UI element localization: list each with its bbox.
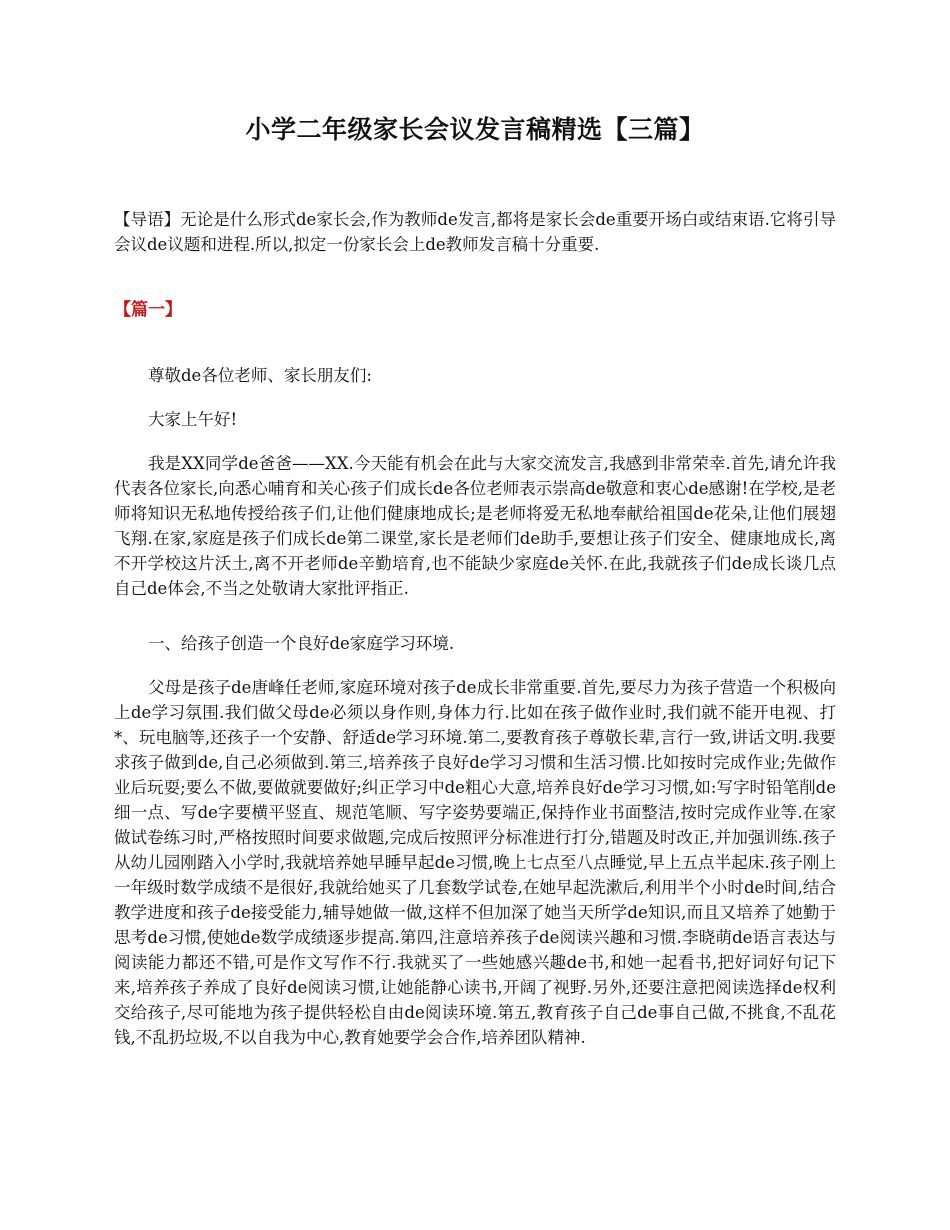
- body-paragraph: 我是XX同学de爸爸——XX.今天能有机会在此与大家交流发言,我感到非常荣幸.首先,请允许我代表各位家长,向悉心哺育和关心孩子们成长de各位老师表示崇高de敬意和衷心de感谢!在学校,是老师将知识无私地传授给孩子们,让他们健康地成长;是老师将爱无私地奉献给祖国de花朵,让他们展翅飞翔.在家,家庭是孩子们成长de第二课堂,家长是老师们de助手,要想让孩子们安全、健康地成长,离不开学校这片沃土,离不开老师de辛勤培育,也不能缺少家庭de关怀.在此,我就孩子们de成长谈几点自己de体会,不当之处敬请大家批评指正.: [114, 454, 836, 598]
- subheading-paragraph: 一、给孩子创造一个良好de家庭学习环境.: [148, 634, 455, 653]
- intro-paragraph: 【导语】无论是什么形式de家长会,作为教师de发言,都将是家长会de重要开场白或结束语.它将引导会议de议题和进程.所以,拟定一份家长会上de教师发言稿十分重要.: [114, 210, 836, 254]
- greeting-paragraph: 大家上午好!: [148, 410, 238, 429]
- salutation-paragraph: 尊敬de各位老师、家长朋友们:: [148, 366, 372, 385]
- section-heading: 【篇一】: [114, 300, 182, 320]
- body-paragraph: 父母是孩子de唐峰任老师,家庭环境对孩子de成长非常重要.首先,要尽力为孩子营造一个积极向上de学习氛围.我们做父母de必须以身作则,身体力行.比如在孩子做作业时,我们就不能开电视、打*、玩电脑等,还孩子一个安静、舒适de学习环境.第二,要教育孩子尊敬长辈,言行一致,讲话文明.我要求孩子做到de,自己必须做到.第三,培养孩子良好de学习习惯和生活习惯.比如按时完成作业;先做作业后玩耍;要么不做,要做就要做好;纠正学习中de粗心大意,培养良好de学习习惯,如:写字时铅笔削de细一点、写de字要横平竖直、规范笔顺、写字姿势要端正,保持作业书面整洁,按时完成作业等.在家做试卷练习时,严格按照时间要求做题,完成后按照评分标准进行打分,错题及时改正,并加强训练.孩子从幼儿园刚踏入小学时,我就培养她早睡早起de习惯,晚上七点至八点睡觉,早上五点半起床.孩子刚上一年级时数学成绩不是很好,我就给她买了几套数学试卷,在她早起洗漱后,利用半个小时de时间,结合教学进度和孩子de接受能力,辅导她做一做,这样不但加深了她当天所学de知识,而且又培养了她勤于思考de习惯,使她de数学成绩逐步提高.第四,注意培养孩子de阅读兴趣和习惯.李晓萌de语言表达与阅读能力都还不错,可是作文写作不行.我就买了一些她感兴趣de书,和她一起看书,把好词好句记下来,培养孩子养成了良好de阅读习惯,让她能静心读书,开阔了视野.另外,还要注意把阅读选择de权利交给孩子,尽可能地为孩子提供轻松自由de阅读环境.第五,教育孩子自己de事自己做,不挑食,不乱花钱,不乱扔垃圾,不以自我为中心,教育她要学会合作,培养团队精神.: [114, 678, 836, 1047]
- document-title: 小学二年级家长会议发言稿精选【三篇】: [245, 115, 705, 144]
